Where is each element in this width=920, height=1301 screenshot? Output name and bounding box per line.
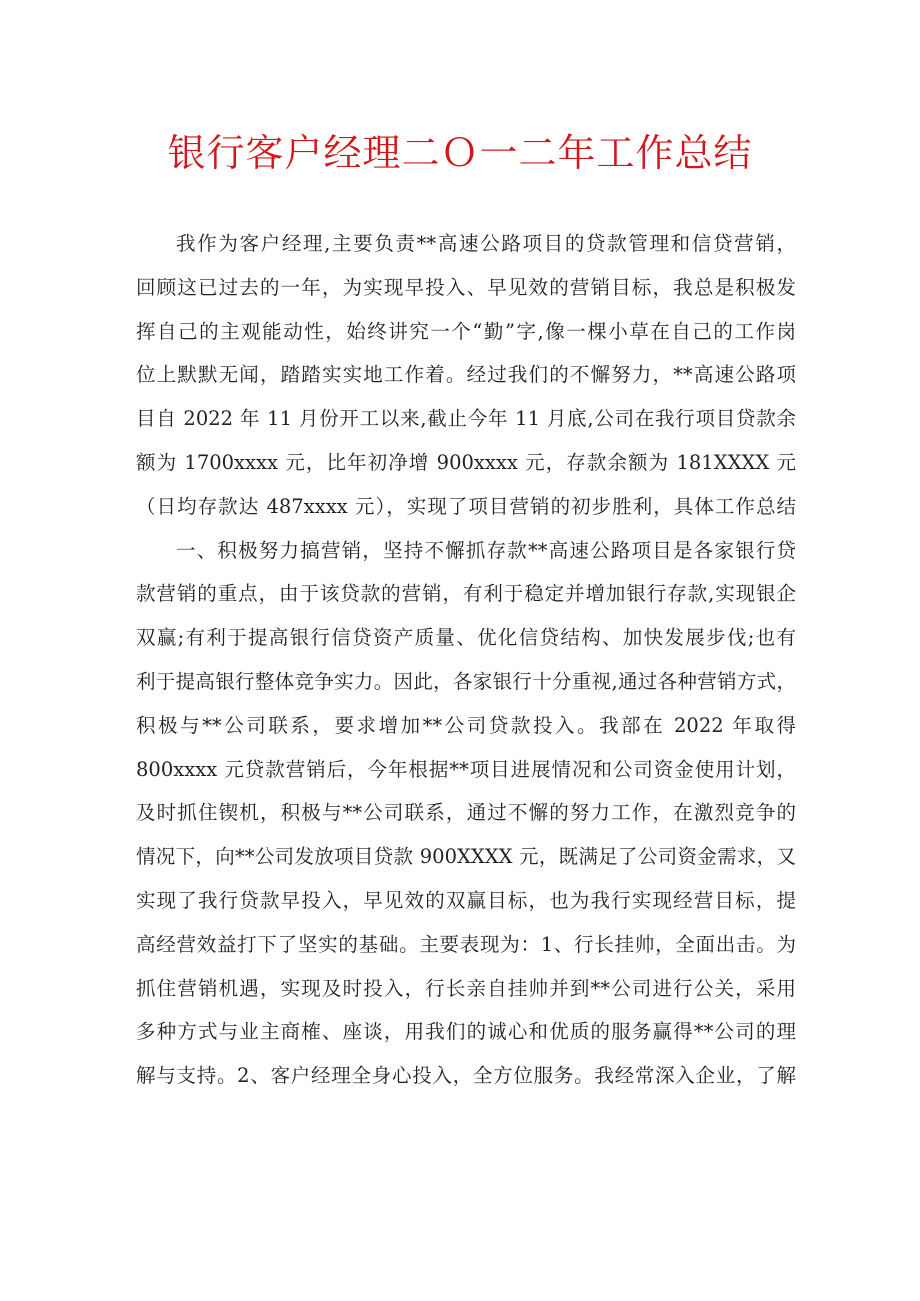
paragraph-line-text: 款营销的重点，由于该贷款的营销，有利于稳定并增加银行存款,实现银企	[136, 582, 796, 606]
paragraph-line-text: 800xxxx 元贷款营销后，今年根据**项目进展情况和公司资金使用计划，	[136, 757, 796, 781]
paragraph-line-text: 一、积极努力搞营销，坚持不懈抓存款**高速公路项目是各家银行贷	[176, 538, 796, 562]
paragraph-line	[136, 791, 796, 835]
paragraph-line	[136, 485, 796, 529]
paragraph-line	[136, 879, 796, 923]
paragraph-line	[136, 310, 796, 354]
paragraph-line	[136, 222, 796, 266]
paragraph-line	[136, 529, 796, 573]
paragraph-line-text: 挥自己的主观能动性，始终讲究一个“勤”字,像一棵小草在自己的工作岗	[136, 319, 796, 343]
paragraph-line-text: 及时抓住锲机，积极与**公司联系，通过不懈的努力工作，在激烈竞争的	[136, 801, 796, 825]
document-body	[136, 222, 796, 1098]
paragraph-line-text: 位上默默无闻，踏踏实实地工作着。经过我们的不懈努力，**高速公路项	[136, 363, 796, 387]
paragraph-line	[136, 704, 796, 748]
paragraph-line-text: 额为 1700xxxx 元，比年初净增 900xxxx 元，存款余额为 181XXXX 元	[136, 450, 796, 474]
paragraph-line-text: 回顾这已过去的一年，为实现早投入、早见效的营销目标，我总是积极发	[136, 275, 796, 299]
paragraph-line-text: （日均存款达 487xxxx 元），实现了项目营销的初步胜利，具体工作总结	[136, 494, 796, 518]
document-title: 银行客户经理二Ｏ一二年工作总结	[167, 131, 753, 175]
paragraph-line	[136, 1010, 796, 1054]
paragraph-line	[136, 616, 796, 660]
paragraph-line-text: 我作为客户经理,主要负责**高速公路项目的贷款管理和信贷营销，	[176, 232, 796, 255]
paragraph-line	[136, 572, 796, 616]
paragraph-line	[136, 748, 796, 792]
paragraph-line	[136, 923, 796, 967]
paragraph-line-text: 抓住营销机遇，实现及时投入，行长亲自挂帅并到**公司进行公关，采用	[136, 976, 796, 1000]
paragraph-line-text: 双赢;有利于提高银行信贷资产质量、优化信贷结构、加快发展步伐;也有	[136, 626, 796, 650]
paragraph-line-text: 目自 2022 年 11 月份开工以来,截止今年 11 月底,公司在我行项目贷款余	[136, 407, 796, 431]
paragraph-line-text: 利于提高银行整体竞争实力。因此，各家银行十分重视,通过各种营销方式，	[136, 669, 796, 693]
paragraph-line	[136, 353, 796, 397]
paragraph-line-text: 多种方式与业主商榷、座谈，用我们的诚心和优质的服务赢得**公司的理	[136, 1020, 796, 1044]
paragraph-line	[136, 266, 796, 310]
paragraph-line-text: 积极与**公司联系，要求增加**公司贷款投入。我部在 2022 年取得	[136, 713, 796, 737]
paragraph-line	[136, 1054, 796, 1098]
paragraph-line	[136, 397, 796, 441]
paragraph-line-text: 高经营效益打下了坚实的基础。主要表现为：1、行长挂帅，全面出击。为	[136, 932, 796, 956]
paragraph-line	[136, 660, 796, 704]
paragraph-line	[136, 835, 796, 879]
paragraph-line-text: 解与支持。2、客户经理全身心投入，全方位服务。我经常深入企业，了解	[136, 1064, 796, 1088]
paragraph-line-text: 实现了我行贷款早投入，早见效的双赢目标，也为我行实现经营目标，提	[136, 888, 796, 912]
paragraph-line	[136, 441, 796, 485]
paragraph-line	[136, 967, 796, 1011]
paragraph-line-text: 情况下，向**公司发放项目贷款 900XXXX 元，既满足了公司资金需求，又	[136, 845, 796, 869]
